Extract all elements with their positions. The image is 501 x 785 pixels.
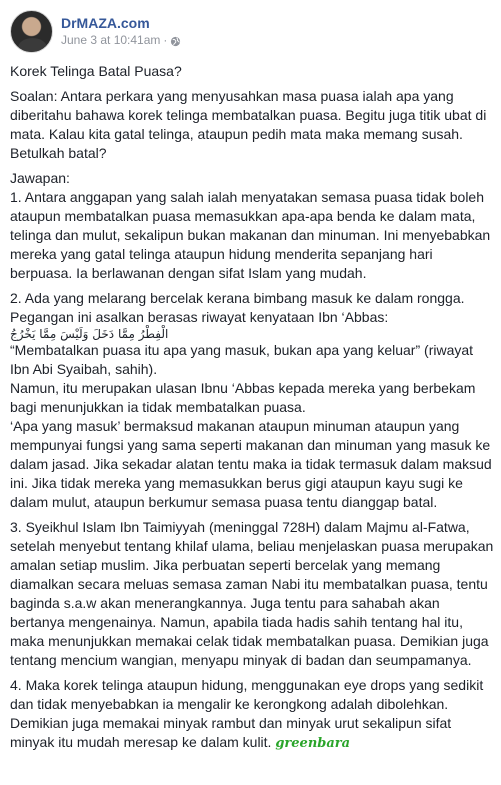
question-paragraph: Soalan: Antara perkara yang menyusahkan masa puasa ialah apa yang diberitahu bahawa korek telinga membatalkan puasa. Begitu juga titik ubat di mata. Kalau kita gatal telinga, ataupun pedih mata maka memang susah. Betulkah batal? (10, 88, 487, 161)
point-2-meaning: ‘Apa yang masuk’ bermaksud makanan ataupun minuman ataupun yang mempunyai fungsi yang sama seperti makanan dan minuman yang masuk ke dalam jasad. Jika sekadar alatan tentu maka ia tidak termasuk dalam maksud ini. Jika tidak mereka yang memasukkan berus gigi ataupun kayu sugi ke dalam mulut, ataupun berkumur semasa puasa tentu dianggap batal. (10, 418, 492, 510)
post-title: Korek Telinga Batal Puasa? (10, 63, 182, 79)
point-3: 3. Syeikhul Islam Ibn Taimiyyah (meninggal 728H) dalam Majmu al-Fatwa, setelah menyebut tentang khilaf ulama, beliau menjelaskan puasa merupakan amalan setiap muslim. Jika perbuatan seperti bercelak yang memang diamalkan secara meluas semasa zaman Nabi itu membatalkan puasa, tentu baginda s.a.w akan menerangkannya. Juga tentu para sahabah akan bertanya mengenainya. Namun, apabila tiada hadis sahih tentang hal itu, maka menunjukkan memakai celak tidak membatalkan puasa. Demikian juga tentang mencium wangian, menyapu minyak di badan dan seumpamanya. (10, 519, 494, 668)
avatar[interactable] (10, 10, 53, 53)
timestamp-row (61, 32, 181, 48)
separator: · (163, 33, 168, 47)
page-name-link[interactable]: DrMAZA.com (61, 15, 150, 31)
post-header (10, 7, 181, 55)
point-4-wrapper (10, 676, 494, 753)
answer-label: Jawapan: (10, 170, 70, 186)
point-2-intro: 2. Ada yang melarang bercelak kerana bimbang masuk ke dalam rongga. Pegangan ini asalkan berasas riwayat kenyataan Ibn ‘Abbas: (10, 290, 465, 325)
point-2-translation: “Membatalkan puasa itu apa yang masuk, bukan apa yang keluar” (riwayat Ibn Abi Syaibah, sahih). (10, 342, 474, 377)
point-4: 4. Maka korek telinga ataupun hidung, menggunakan eye drops yang sedikit dan tidak menyebabkan ia mengalir ke kerongkong adalah dibolehkan. Demikian juga memakai minyak rambut dan minyak urut sekalipun sifat minyak itu mudah meresap ke dalam kulit. (10, 677, 484, 750)
timestamp-link[interactable]: June 3 at 10:41am (61, 33, 161, 47)
globe-icon[interactable] (170, 35, 181, 46)
post-meta (61, 14, 181, 48)
arabic-quote: الْفِطْرُ مِمَّا دَخَلَ وَلَيْسَ مِمَّا يَخْرُجُ (10, 327, 169, 341)
post-content (10, 62, 494, 759)
point-2-explanation: Namun, itu merupakan ulasan Ibnu ‘Abbas kepada mereka yang berbekam bagi menunjukkan ia tidak membatalkan puasa. (10, 380, 476, 415)
point-1: 1. Antara anggapan yang salah ialah menyatakan semasa puasa tidak boleh ataupun membatalkan puasa memasukkan apa-apa benda ke dalam mata, telinga dan mulut, sekalipun bukan makanan dan minuman. Ini menyebabkan mereka yang gatal telinga ataupun hidung menderita sepanjang hari berpuasa. Ia berlawanan dengan sifat Islam yang mudah. (10, 189, 491, 281)
watermark-logo: greenbara (275, 736, 351, 751)
